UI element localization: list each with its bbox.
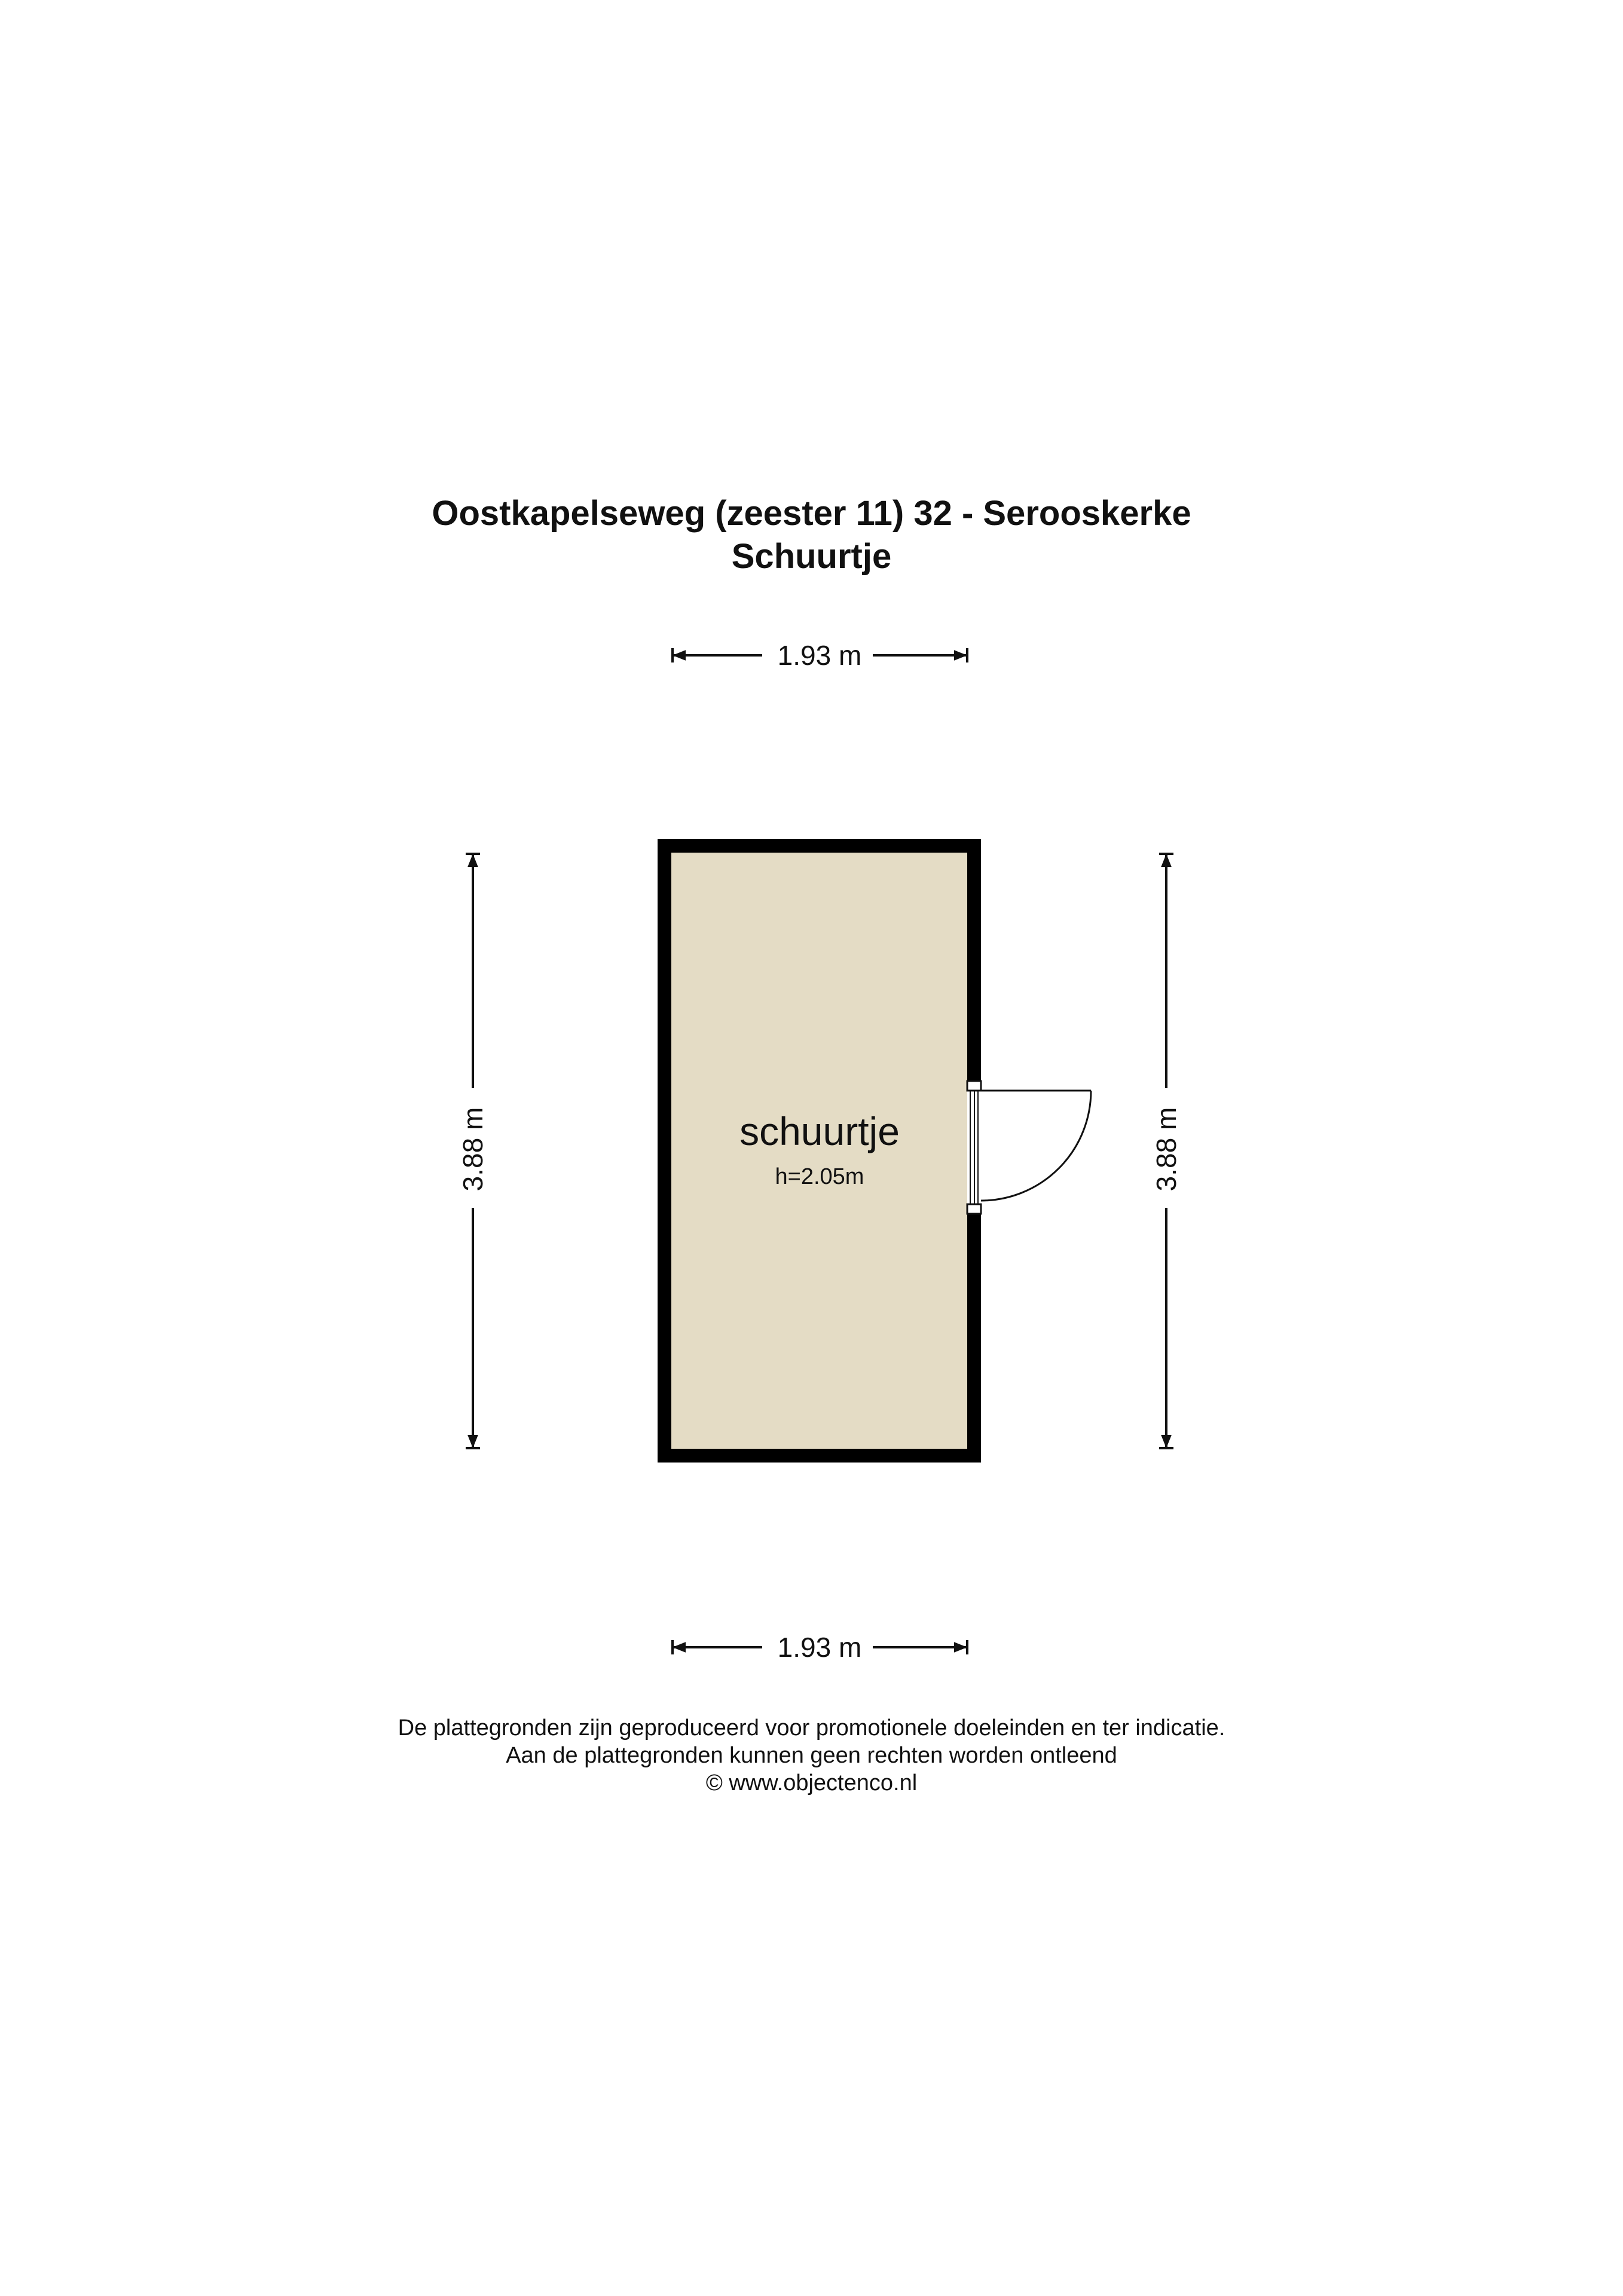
floor-title: Schuurtje	[731, 537, 892, 576]
disclaimer-line-2: Aan de plattegronden kunnen geen rechten worden ontleend	[506, 1743, 1117, 1768]
room-name-label: schuurtje	[739, 1109, 900, 1153]
right-height-label: 3.88 m	[1151, 1107, 1182, 1192]
top-width-label: 1.93 m	[777, 640, 862, 671]
right-height-dimension	[1151, 854, 1182, 1448]
left-height-label: 3.88 m	[457, 1107, 488, 1192]
top-width-dimension	[673, 640, 967, 671]
bottom-width-label: 1.93 m	[777, 1632, 862, 1663]
plan-address-title: Oostkapelseweg (zeester 11) 32 - Serooskerke	[432, 494, 1191, 533]
door-swing-arc	[981, 1091, 1091, 1201]
bottom-width-dimension	[673, 1632, 967, 1663]
room-schuurtje	[658, 839, 1091, 1463]
copyright-line: © www.objectenco.nl	[705, 1770, 918, 1796]
disclaimer-line-1: De plattegronden zijn geproduceerd voor promotionele doeleinden en ter indicatie.	[398, 1715, 1225, 1741]
door	[967, 1081, 1091, 1214]
left-height-dimension	[457, 854, 488, 1448]
room-height-label: h=2.05m	[775, 1164, 864, 1189]
